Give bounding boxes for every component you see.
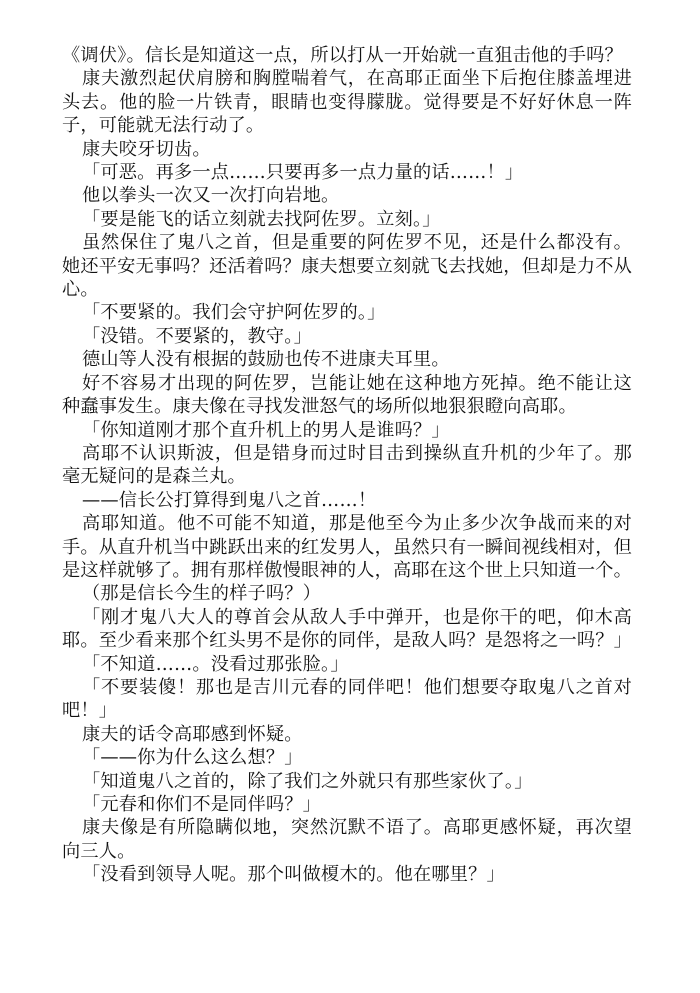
dialogue-line: 「你知道刚才那个直升机上的男人是谁吗？」 [82,419,450,441]
paragraph: 好不容易才出现的阿佐罗，岂能让她在这种地方死掉。绝不能让这种蠢事发生。康夫像在寻找发泄怒气的场所似地狠狠瞪向高耶。 [62,372,632,418]
dialogue-line: 「可恶。再多一点……只要再多一点力量的话……！」 [82,162,524,184]
paragraph: 德山等人没有根据的鼓励也传不进康夫耳里。 [82,349,450,371]
inner-thought: （那是信长今生的样子吗？） [82,583,322,605]
dialogue-line: 「知道鬼八之首的，除了我们之外就只有那些家伙了。」 [82,770,533,792]
dialogue-line: 「不知道……。没看过那张脸。」 [82,653,349,675]
inner-thought: ——信长公打算得到鬼八之首……！ [82,489,377,511]
paragraph: 康夫激烈起伏肩膀和胸膛喘着气，在高耶正面坐下后抱住膝盖埋进头去。他的脸一片铁青，眼睛也变得朦胧。觉得要是不好好休息一阵子，可能就无法行动了。 [62,68,632,137]
dialogue-line: 「元春和你们不是同伴吗？」 [82,794,322,815]
dialogue-line: 「——你为什么这么想？」 [82,747,303,769]
paragraph: 他以拳头一次又一次打向岩地。 [82,185,340,207]
paragraph: 康夫咬牙切齿。 [82,138,211,160]
paragraph: 虽然保住了鬼八之首，但是重要的阿佐罗不见，还是什么都没有。她还平安无事吗？还活着吗？康夫想要立刻就飞去找她，但却是力不从心。 [62,232,633,301]
dialogue-line: 「没看到领导人呢。那个叫做榎木的。他在哪里？」 [82,864,505,886]
dialogue-line: 「要是能飞的话立刻就去找阿佐罗。立刻。」 [82,208,441,230]
dialogue-line: 「刚才鬼八大人的尊首会从敌人手中弹开，也是你干的吧，仰木高耶。至少看来那个红头男不是你的同伴，是敌人吗？是怨将之一吗？」 [62,606,633,652]
dialogue-line: 「不要装傻！那也是吉川元春的同伴吧！他们想要夺取鬼八之首对吧！」 [62,676,632,722]
paragraph: 高耶知道。他不可能不知道，那是他至今为止多少次争战而来的对手。从直升机当中跳跃出来的红发男人，虽然只有一瞬间视线相对，但是这样就够了。拥有那样傲慢眼神的人，高耶在这个世上只知道一个。 [62,513,633,581]
paragraph: 康夫的话令高耶感到怀疑。 [82,723,303,745]
paragraph: 高耶不认识斯波，但是错身而过时目击到操纵直升机的少年了。那毫无疑问的是森兰丸。 [62,442,632,488]
dialogue-line: 「没错。不要紧的，教守。」 [82,325,312,347]
paragraph: 《调伏》。信长是知道这一点，所以打从一开始就一直狙击他的手吗？ [62,45,623,66]
dialogue-line: 「不要紧的。我们会守护阿佐罗的。」 [82,302,386,324]
book-page [62,44,632,887]
paragraph: 康夫像是有所隐瞒似地，突然沉默不语了。高耶更感怀疑，再次望向三人。 [62,817,632,862]
